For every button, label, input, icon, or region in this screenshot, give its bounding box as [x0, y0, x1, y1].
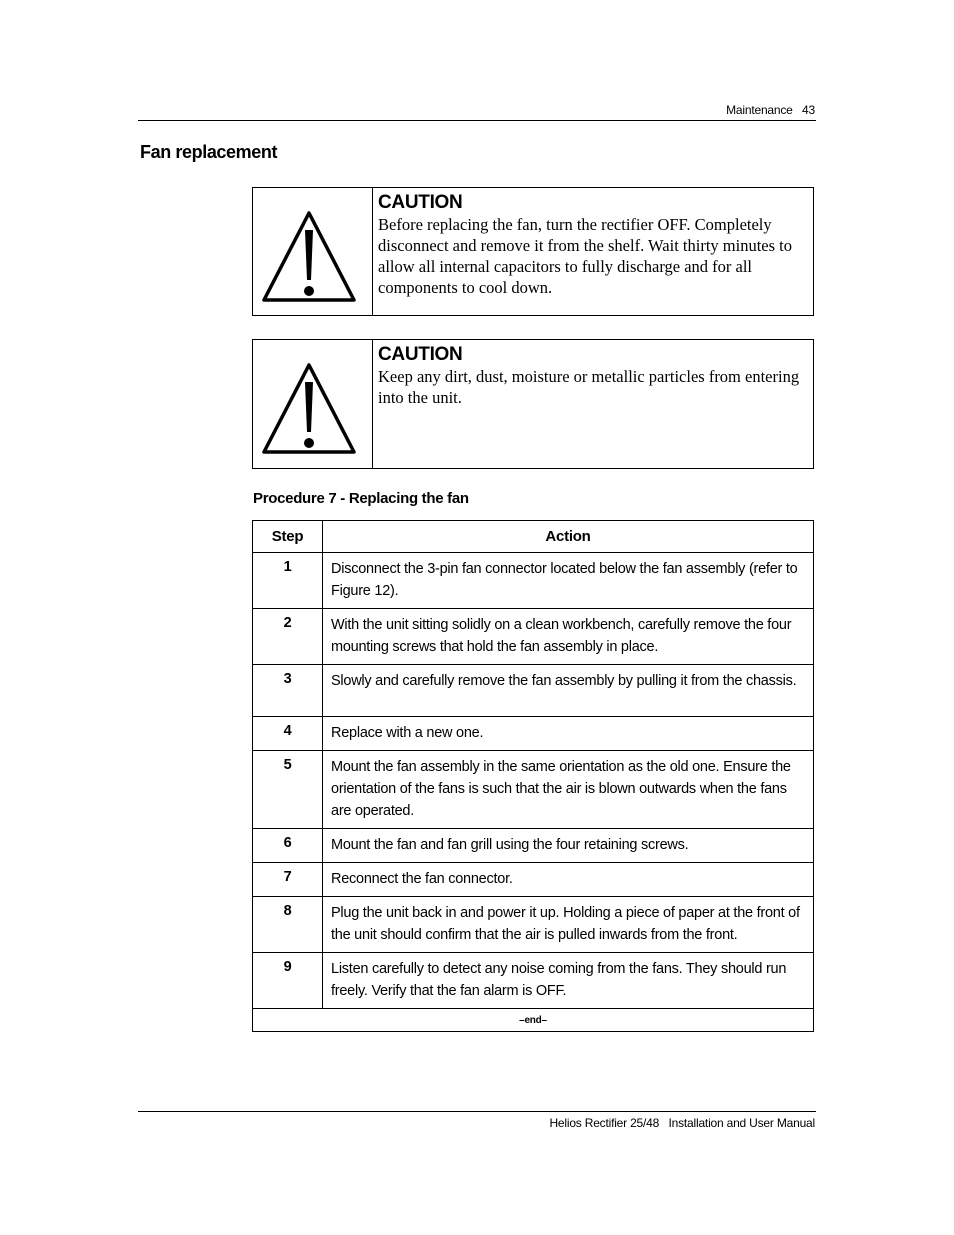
caution-title: CAUTION	[378, 192, 463, 213]
section-title: Fan replacement	[140, 142, 278, 162]
page-number: 43	[802, 103, 815, 117]
step-number: 1	[253, 553, 323, 609]
header-section: Maintenance	[726, 103, 793, 117]
caution-icon-cell	[253, 340, 373, 468]
table-row	[253, 553, 814, 609]
step-number: 3	[253, 665, 323, 717]
table-row	[253, 829, 814, 863]
step-number: 9	[253, 953, 323, 1009]
step-action: Mount the fan assembly in the same orientation as the old one. Ensure the orientation of the fans is such that the air is blown outwards when the fans are operated.	[323, 751, 814, 829]
caution-body: Keep any dirt, dust, moisture or metallic particles from entering into the unit.	[378, 367, 800, 407]
step-number: 5	[253, 751, 323, 829]
step-number: 4	[253, 717, 323, 751]
table-row	[253, 897, 814, 953]
step-action: Replace with a new one.	[323, 717, 814, 751]
warning-triangle-icon	[259, 208, 359, 310]
footer-rule	[138, 1111, 816, 1112]
procedure-table	[252, 520, 814, 1032]
running-footer: Helios Rectifier 25/48 Installation and User Manual	[549, 1116, 815, 1130]
caution-title: CAUTION	[378, 344, 463, 365]
header-rule	[138, 120, 816, 121]
table-row	[253, 751, 814, 829]
step-action: Mount the fan and fan grill using the four retaining screws.	[323, 829, 814, 863]
table-header-row	[253, 521, 814, 553]
step-action: With the unit sitting solidly on a clean workbench, carefully remove the four mounting screws that hold the fan assembly in place.	[323, 609, 814, 665]
step-number: 7	[253, 863, 323, 897]
caution-text-cell	[373, 340, 813, 468]
caution-body: Before replacing the fan, turn the rectifier OFF. Completely disconnect and remove it from the shelf. Wait thirty minutes to allow all internal capacitors to fully discharge and for all components to cool down.	[378, 215, 792, 297]
caution-box-2	[252, 339, 814, 469]
table-row	[253, 609, 814, 665]
warning-triangle-icon	[259, 360, 359, 462]
caution-text-cell	[373, 188, 813, 315]
step-action: Plug the unit back in and power it up. Holding a piece of paper at the front of the unit should confirm that the air is pulled inwards from the front.	[323, 897, 814, 953]
step-number: 2	[253, 609, 323, 665]
step-number: 8	[253, 897, 323, 953]
column-header-step: Step	[253, 521, 323, 553]
table-row	[253, 665, 814, 717]
step-number: 6	[253, 829, 323, 863]
caution-icon-cell	[253, 188, 373, 315]
step-action: Slowly and carefully remove the fan assembly by pulling it from the chassis.	[323, 665, 814, 717]
table-row	[253, 717, 814, 751]
table-row	[253, 953, 814, 1009]
step-action: Listen carefully to detect any noise coming from the fans. They should run freely. Verify that the fan alarm is OFF.	[323, 953, 814, 1009]
table-row	[253, 863, 814, 897]
running-header	[138, 103, 815, 117]
caution-box-1	[252, 187, 814, 316]
table-end-row	[253, 1009, 814, 1032]
procedure-title: Procedure 7 - Replacing the fan	[253, 490, 469, 507]
end-marker: –end–	[253, 1009, 814, 1032]
column-header-action: Action	[323, 521, 814, 553]
step-action: Disconnect the 3-pin fan connector located below the fan assembly (refer to Figure 12).	[323, 553, 814, 609]
step-action: Reconnect the fan connector.	[323, 863, 814, 897]
